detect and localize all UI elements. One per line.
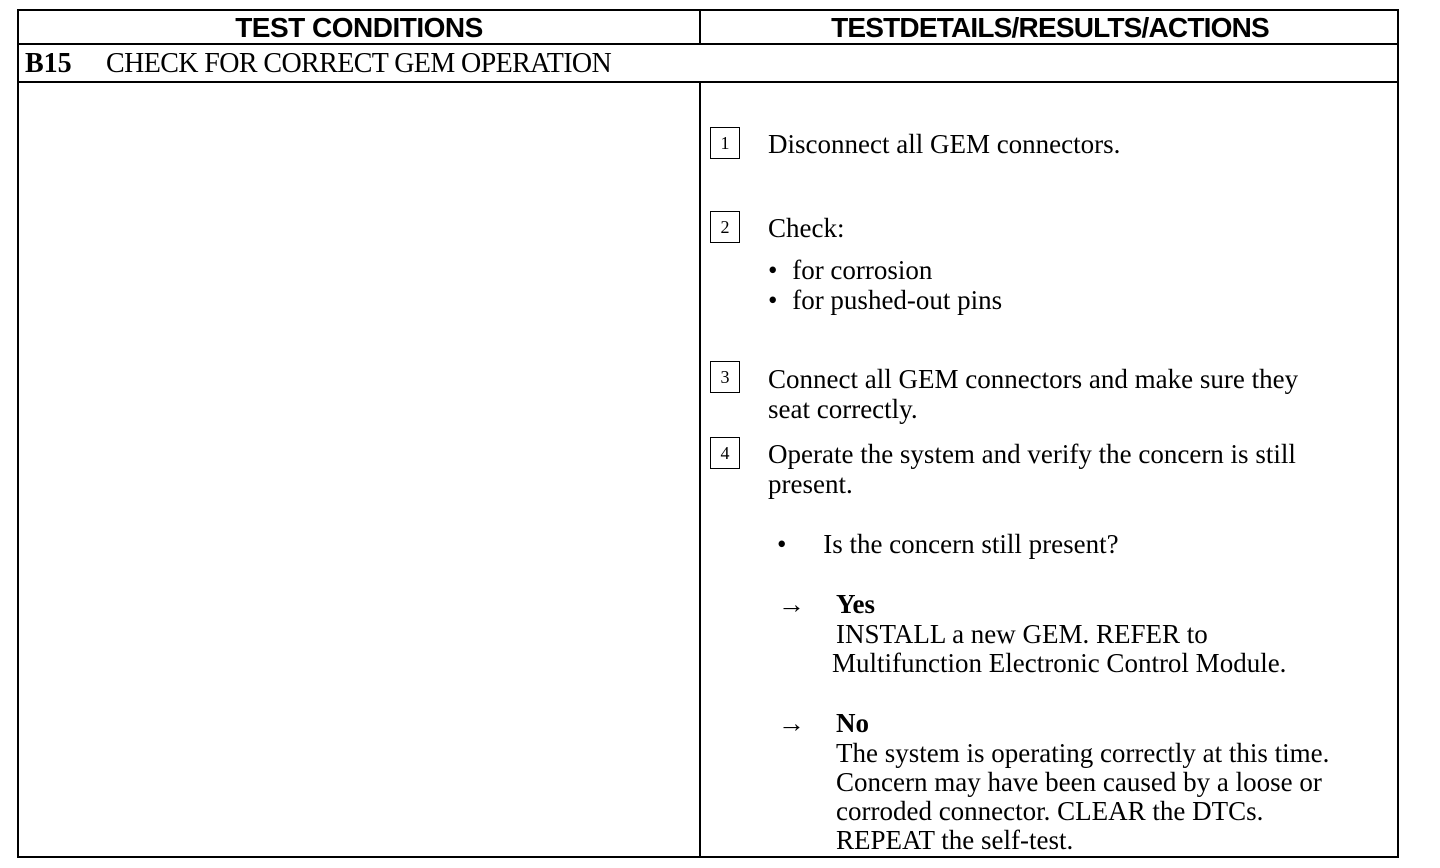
step-title: CHECK FOR CORRECT GEM OPERATION bbox=[106, 48, 612, 79]
no-line-4: REPEAT the self-test. bbox=[836, 825, 1074, 855]
substep-2-bullet-1 bbox=[768, 255, 932, 285]
no-arrow-icon: → bbox=[778, 708, 805, 738]
substep-3-line-1: Connect all GEM connectors and make sure they bbox=[768, 364, 1299, 394]
substep-2-text: Check: bbox=[768, 213, 845, 243]
no-label: No bbox=[836, 708, 869, 738]
bullet-symbol: • bbox=[777, 529, 787, 559]
bullet-text: for pushed-out pins bbox=[792, 285, 1003, 315]
substep-4-number: 4 bbox=[710, 437, 740, 469]
yes-line-2: Multifunction Electronic Control Module. bbox=[832, 648, 1287, 678]
question-text: Is the concern still present? bbox=[823, 529, 1119, 559]
yes-arrow-icon: → bbox=[778, 589, 805, 619]
no-line-2: Concern may have been caused by a loose or bbox=[836, 767, 1322, 797]
yes-line-1: INSTALL a new GEM. REFER to bbox=[836, 619, 1208, 649]
question bbox=[777, 529, 1119, 559]
bullet-symbol: • bbox=[768, 285, 778, 315]
substep-1-number: 1 bbox=[710, 127, 740, 159]
substep-4-line-2: present. bbox=[768, 469, 853, 499]
substep-1-text: Disconnect all GEM connectors. bbox=[768, 129, 1121, 159]
substep-4-line-1: Operate the system and verify the concern is still bbox=[768, 439, 1296, 469]
header-test-conditions: TEST CONDITIONS bbox=[235, 12, 483, 43]
substep-3-line-2: seat correctly. bbox=[768, 394, 918, 424]
test-procedure-table bbox=[17, 9, 1399, 858]
test-conditions-cell bbox=[19, 83, 699, 858]
substep-2-bullet-2 bbox=[768, 285, 1002, 315]
header-test-details: TESTDETAILS/RESULTS/ACTIONS bbox=[831, 12, 1269, 43]
test-details-cell bbox=[701, 83, 1399, 858]
no-line-3: corroded connector. CLEAR the DTCs. bbox=[836, 796, 1264, 826]
step-id: B15 bbox=[25, 48, 72, 79]
substep-3-number: 3 bbox=[710, 361, 740, 393]
bullet-text: for corrosion bbox=[792, 255, 933, 285]
no-line-1: The system is operating correctly at this time. bbox=[836, 738, 1330, 768]
yes-label: Yes bbox=[836, 589, 875, 619]
substep-2-number: 2 bbox=[710, 211, 740, 243]
header-column-divider bbox=[699, 11, 701, 45]
bullet-symbol: • bbox=[768, 255, 778, 285]
